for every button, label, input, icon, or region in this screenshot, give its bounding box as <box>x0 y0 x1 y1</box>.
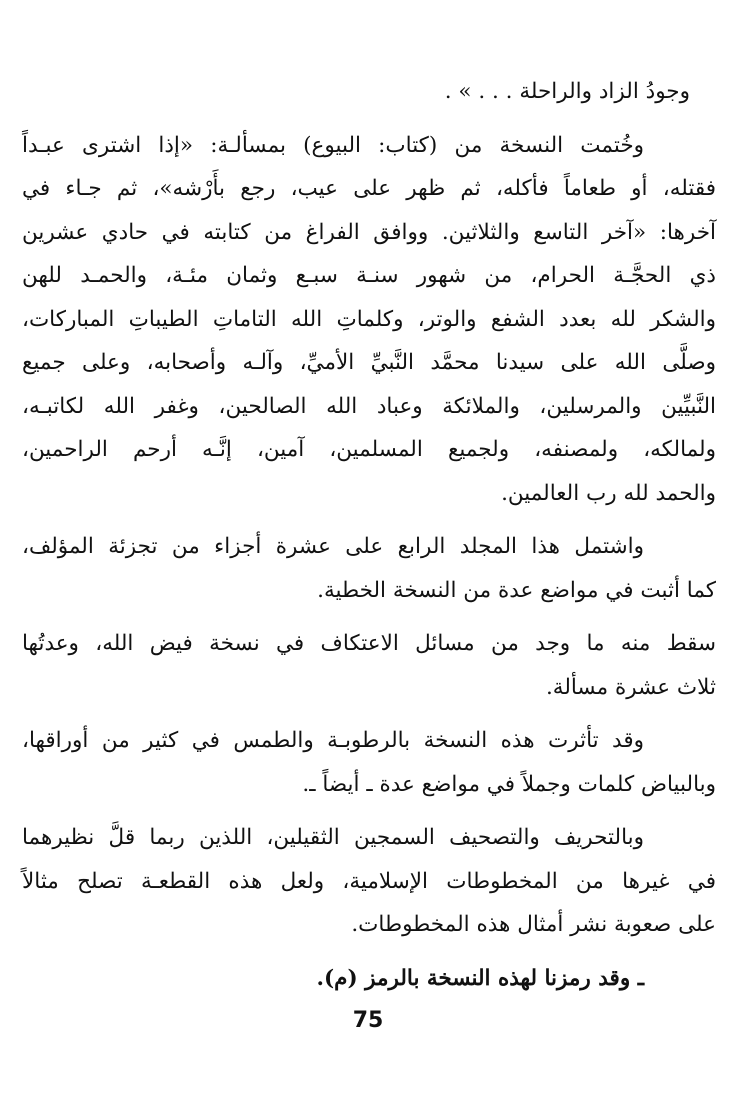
text-line: فقتله، أو طعاماً فأكله، ثم ظهر على عيب، رجع بأَرْشه»، ثم جـاء في <box>22 176 716 201</box>
text-line: والشكر لله بعدد الشفع والوتر، وكلماتِ الله التاماتِ الطيباتِ المباركات، <box>22 306 716 332</box>
text-line: كما أثبت في مواضع عدة من النسخة الخطية. <box>317 577 716 603</box>
text-line: في غيرها من المخطوطات الإسلامية، ولعل هذه القطعـة تصلح مثالاً <box>22 868 716 894</box>
text-line: ـ وقد رمزنا لهذه النسخة بالرمز (م). <box>316 965 644 991</box>
text-line: وبالتحريف والتصحيف السمجين الثقيلين، اللذين ربما قلَّ نظيرهما <box>22 825 644 850</box>
paragraph-4 <box>22 622 716 709</box>
text-line: على صعوبة نشر أمثال هذه المخطوطات. <box>351 912 716 937</box>
paragraph-2 <box>22 124 716 516</box>
text-line: وصلَّى الله على سيدنا محمَّد النَّبيِّ الأميِّ، وآلـه وأصحابه، وعلى جميع <box>22 350 717 375</box>
text-line: وخُتمت النسخة من (كتاب: البيوع) بمسألـة: «إذا اشترى عبـداً <box>22 132 644 158</box>
text-line: آخرها: «آخر التاسع والثلاثين. ووافق الفراغ من كتابته في حادي عشرين <box>22 219 716 245</box>
text-line: وجودُ الزاد والراحلة . . . » . <box>444 79 690 104</box>
paragraph-1 <box>22 70 716 114</box>
page-body <box>22 70 716 1010</box>
paragraph-3 <box>22 525 716 612</box>
text-line: والحمد لله رب العالمين. <box>501 480 716 506</box>
paragraph-7 <box>22 957 716 1001</box>
paragraph-5 <box>22 719 716 806</box>
text-line: وقد تأثرت هذه النسخة بالرطوبـة والطمس في كثير من أوراقها، <box>22 728 644 753</box>
text-line: ذي الحجَّـة الحرام، من شهور سنـة سبـع وثمان مئـة، والحمـد للهن <box>22 263 716 288</box>
text-line: واشتمل هذا المجلد الرابع على عشرة أجزاء من تجزئة المؤلف، <box>22 534 644 559</box>
paragraph-6 <box>22 816 716 947</box>
text-line: ولمالكه، ولمصنفه، ولجميع المسلمين، آمين، إنَّـه أرحم الراحمين، <box>22 437 716 462</box>
text-line: وبالبياض كلمات وجملاً في مواضع عدة ـ أيضاً ـ. <box>302 771 716 797</box>
text-line: النَّبيِّين والمرسلين، والملائكة وعباد الله الصالحين، وغفر الله لكاتبـه، <box>22 393 716 419</box>
page-number: 75 <box>352 1008 384 1033</box>
text-line: ثلاث عشرة مسألة. <box>545 674 716 700</box>
text-line: سقط منه ما وجد من مسائل الاعتكاف في نسخة فيض الله، وعدتُها <box>22 631 716 656</box>
